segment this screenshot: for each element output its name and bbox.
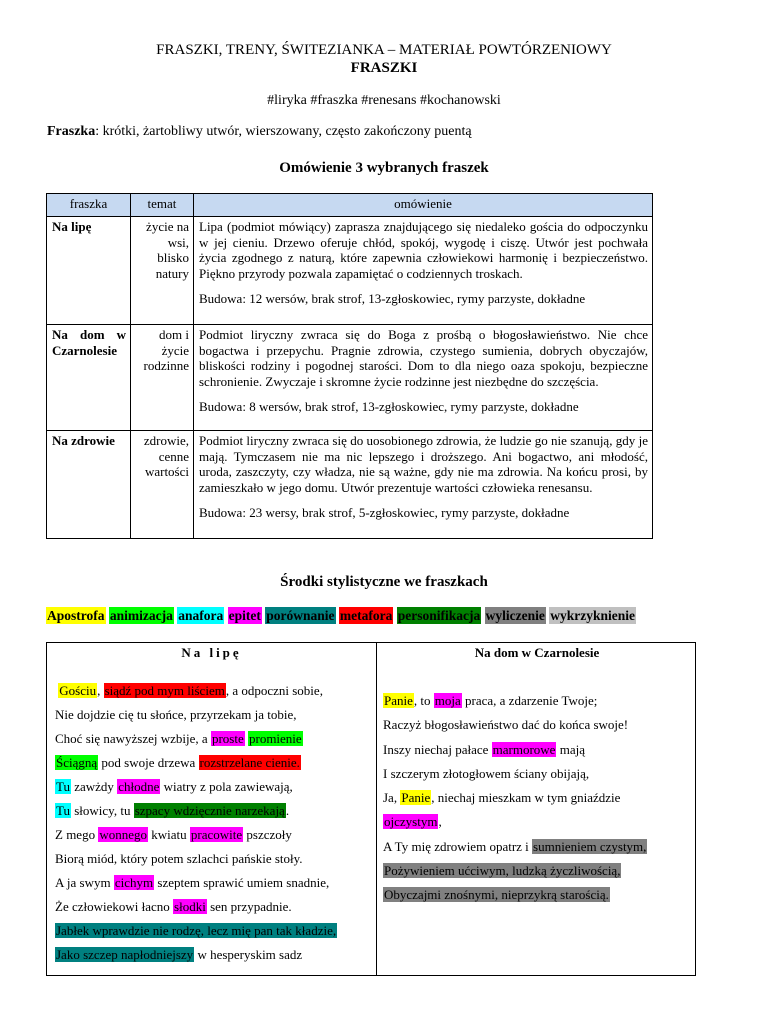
highlight-porównanie: Jako szczep napłodniejszy bbox=[56, 947, 194, 962]
cell-omowienie bbox=[194, 325, 653, 431]
legend-item: porównanie bbox=[266, 608, 335, 623]
highlight-porównanie: Jabłek wprawdzie nie rodzę, lecz mię pan tak kładzie, bbox=[56, 923, 337, 938]
poem-text: w hesperyskim sadz bbox=[194, 947, 303, 962]
poem-line bbox=[55, 899, 371, 923]
highlight-epitet: ojczystym bbox=[384, 814, 438, 830]
poem-line bbox=[383, 742, 693, 766]
highlight-personifikacja: szpacy wdzięcznie narzekają bbox=[134, 803, 285, 818]
hashtags: #liryka #fraszka #renesans #kochanowski bbox=[267, 93, 501, 108]
poem-line bbox=[55, 851, 371, 875]
poem-text: . bbox=[285, 803, 290, 818]
poem-title-na-lipe: Na lipę bbox=[181, 645, 242, 660]
section-heading-devices: Środki stylistyczne we fraszkach bbox=[280, 574, 488, 590]
poem-text: Z mego bbox=[55, 827, 99, 842]
poem-text: Biorą miód, który potem szlachci pańskie stoły. bbox=[55, 851, 303, 866]
cell-temat: życie na wsi, blisko natury bbox=[131, 217, 194, 325]
poem-line bbox=[55, 923, 371, 947]
poem-text: Ja, bbox=[383, 790, 401, 806]
poem-na-lipe bbox=[55, 683, 371, 971]
cell-fraszka: Na dom w Czarnolesie bbox=[47, 325, 131, 431]
poem-line bbox=[383, 766, 693, 790]
cell-omowienie bbox=[194, 217, 653, 325]
document-subtitle: FRASZKI bbox=[350, 60, 418, 76]
poem-line bbox=[55, 947, 371, 971]
highlight-epitet: marmorowe bbox=[492, 741, 556, 757]
highlight-animizacja: Ściągną bbox=[56, 755, 98, 770]
poem-text: Choć się nawyższej wzbije, a bbox=[55, 731, 211, 746]
cell-omowienie bbox=[194, 431, 653, 539]
poem-na-dom bbox=[383, 693, 693, 912]
legend-item: wykrzyknienie bbox=[550, 608, 635, 623]
omowienie-text: Podmiot liryczny zwraca się do uosobionego zdrowia, że ludzie go nie szanują, gdy je mają. Tymczasem nie ma nic lepszego i droższego. Ani bogactwo, ani młodość, uroda, zaszczyty, czy władza, nie są ważne, gdy nie ma zdrowia. Na końcu prosi, by zamieszkało w jego domu. Utwór prezentuje wartości człowieka renesansu. bbox=[199, 433, 648, 495]
highlight-metafora: rozstrzelane cienie. bbox=[199, 755, 300, 770]
legend-item: Apostrofa bbox=[47, 608, 105, 623]
poem-text: , a odpoczni sobie, bbox=[225, 683, 323, 698]
poem-text: pod swoje drzewa bbox=[98, 755, 199, 770]
poem-text: pszczoły bbox=[243, 827, 292, 842]
column-header-temat: temat bbox=[131, 194, 194, 217]
document-title: FRASZKI, TRENY, ŚWITEZIANKA – MATERIAŁ POWTÓRZENIOWY bbox=[156, 42, 612, 58]
highlight-metafora: siądź pod mym liściem bbox=[104, 683, 225, 698]
poem-line bbox=[55, 875, 371, 899]
legend-item: wyliczenie bbox=[485, 608, 545, 623]
highlight-epitet: wonnego bbox=[99, 827, 147, 842]
highlight-apostrofa: Panie bbox=[384, 693, 413, 708]
highlight-wyliczenie: sumnieniem czystym, bbox=[533, 838, 647, 854]
poem-text: szeptem sprawić umiem snadnie, bbox=[154, 875, 330, 890]
highlight-epitet: pracowite bbox=[190, 827, 243, 842]
highlight-apostrofa: Gościu bbox=[59, 683, 97, 698]
highlight-anafora: Tu bbox=[56, 803, 70, 818]
poem-line bbox=[55, 683, 371, 707]
poem-text: wiatry z pola zawiewają, bbox=[160, 779, 293, 794]
highlight-epitet: cichym bbox=[114, 875, 154, 890]
budowa-text: Budowa: 8 wersów, brak strof, 13-zgłoskowiec, rymy parzyste, dokładne bbox=[199, 399, 579, 415]
highlight-wyliczenie: Pożywieniem ućciwym, ludzką życzliwością, bbox=[384, 863, 621, 879]
poem-line bbox=[55, 731, 371, 755]
poem-text: , niechaj mieszkam w tym gniaździe bbox=[431, 790, 621, 806]
poem-line bbox=[55, 779, 371, 803]
highlight-epitet: proste bbox=[211, 731, 244, 746]
highlight-anafora: Tu bbox=[56, 779, 70, 794]
highlight-animizacja: promienie bbox=[248, 731, 302, 746]
poem-text: zawżdy bbox=[70, 779, 118, 794]
table-row bbox=[47, 217, 653, 325]
poem-text: , bbox=[438, 814, 442, 830]
definition-term: Fraszka bbox=[47, 124, 96, 139]
poem-text: Raczyż błogosławieństwo dać do końca swoje! bbox=[383, 717, 629, 733]
poem-line bbox=[55, 755, 371, 779]
poems-table bbox=[46, 642, 696, 976]
omowienie-text: Podmiot liryczny zwraca się do Boga z prośbą o błogosławieństwo. Nie chce bogactwa i przepychu. Pragnie zdrowia, czystego sumienia, dobrych obyczajów, bliskości rodziny i pogodnej starości. Dom to dla niego oaza spokoju, bezpieczne schronienie. Zwyczaje i skromne życie rodzinne jest niezbędne do szczęścia. bbox=[199, 327, 648, 389]
column-header-omowienie: omówienie bbox=[194, 194, 653, 217]
poem-text: A ja swym bbox=[55, 875, 114, 890]
poem-text: Że człowiekowi łacno bbox=[55, 899, 174, 914]
highlight-apostrofa: Panie bbox=[401, 790, 431, 806]
definition-text: : krótki, żartobliwy utwór, wierszowany, często zakończony puentą bbox=[95, 124, 472, 139]
budowa-text: Budowa: 23 wersy, brak strof, 5-zgłoskowiec, rymy parzyste, dokładne bbox=[199, 505, 570, 521]
budowa-text: Budowa: 12 wersów, brak strof, 13-zgłoskowiec, rymy parzyste, dokładne bbox=[199, 291, 586, 307]
poem-text: słowicy, tu bbox=[70, 803, 134, 818]
legend-item: anafora bbox=[178, 608, 224, 623]
table-row bbox=[47, 431, 653, 539]
omowienie-text: Lipa (podmiot mówiący) zaprasza znajdującego się niedaleko gościa do odpoczynku w jej cieniu. Drzewo oferuje chłód, spokój, wygodę i ciszę. Utwór jest pochwała życia zgodnego z naturą, które zapewnia człowiekowi harmonię i bezpieczeństwo. Piękno przyrody pozwala zapamiętać o codziennych troskach. bbox=[199, 219, 648, 281]
legend-item: epitet bbox=[228, 608, 261, 623]
poem-title-na-dom: Na dom w Czarnolesie bbox=[474, 645, 600, 660]
poem-text: sen przypadnie. bbox=[206, 899, 292, 914]
table-row bbox=[47, 325, 653, 431]
poem-line bbox=[383, 887, 693, 911]
poem-text: A Ty mię zdrowiem opatrz i bbox=[383, 838, 533, 854]
poem-line bbox=[383, 839, 693, 863]
poem-line bbox=[383, 717, 693, 741]
legend-item: metafora bbox=[339, 608, 393, 623]
poem-line bbox=[383, 863, 693, 887]
poem-line bbox=[383, 693, 693, 717]
poem-line bbox=[383, 814, 693, 838]
column-header-fraszka: fraszka bbox=[47, 194, 131, 217]
table-header-row bbox=[47, 194, 653, 217]
poem-text: Inszy niechaj pałace bbox=[383, 741, 492, 757]
section-heading-discussion: Omówienie 3 wybranych fraszek bbox=[279, 160, 489, 176]
poem-text: mają bbox=[556, 741, 585, 757]
column-divider bbox=[376, 643, 377, 975]
highlight-epitet: moja bbox=[434, 693, 461, 708]
poem-line bbox=[55, 827, 371, 851]
poem-text: , bbox=[97, 683, 104, 698]
cell-fraszka: Na lipę bbox=[47, 217, 131, 325]
poem-line bbox=[55, 707, 371, 731]
poem-line bbox=[383, 790, 693, 814]
legend-item: personifikacja bbox=[397, 608, 481, 623]
poem-text: Nie dojdzie cię tu słońce, przyrzekam ja tobie, bbox=[55, 707, 297, 722]
cell-temat: zdrowie, cenne wartości bbox=[131, 431, 194, 539]
highlight-wyliczenie: Obyczajmi znośnymi, nieprzykrą starością. bbox=[384, 887, 609, 903]
definition bbox=[47, 124, 727, 140]
highlight-epitet: chłodne bbox=[118, 779, 160, 794]
poem-text: kwiatu bbox=[148, 827, 190, 842]
poem-text: praca, a zdarzenie Twoje; bbox=[461, 693, 598, 708]
fraszki-table bbox=[46, 193, 653, 539]
legend-item: animizacja bbox=[109, 608, 173, 623]
poem-line bbox=[55, 803, 371, 827]
stylistic-devices-legend bbox=[46, 608, 636, 624]
highlight-epitet: słodki bbox=[174, 899, 206, 914]
cell-temat: dom i życie rodzinne bbox=[131, 325, 194, 431]
poem-text: , to bbox=[413, 693, 434, 708]
poem-text: I szczerym złotogłowem ściany obijają, bbox=[383, 765, 590, 781]
cell-fraszka: Na zdrowie bbox=[47, 431, 131, 539]
